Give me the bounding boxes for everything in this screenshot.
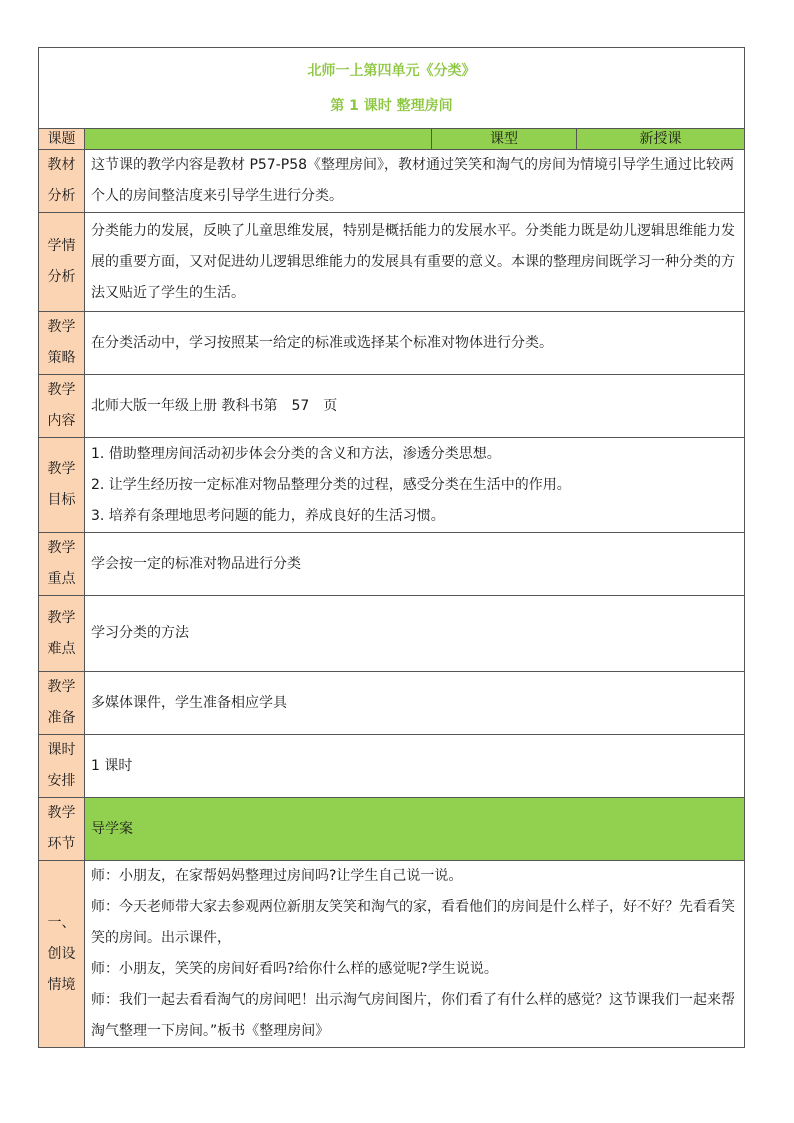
analysis-row [39,150,745,213]
strategy-row [39,312,745,375]
schedule-text: 1 课时 [85,735,745,798]
intro-text [85,861,745,1048]
title-row [39,48,745,129]
strategy-label: 教学 策略 [39,312,85,375]
stage-row [39,798,745,861]
title-cell [39,48,745,129]
intro-row [39,861,745,1048]
schedule-label: 课时 安排 [39,735,85,798]
goal-item: 1. 借助整理房间活动初步体会分类的含义和方法，渗透分类思想。 [91,445,501,462]
lesson-title: 第 1 课时 整理房间 [330,98,453,114]
lesson-plan-table [38,47,745,1048]
dialogue-paragraph: 师：今天老师带大家去参观两位新朋友笑笑和淘气的家，看看他们的房间是什么样子，好不好？先看看笑笑的房间。出示课件， [91,899,735,946]
prep-text: 多媒体课件，学生准备相应学具 [85,672,745,735]
key-row [39,533,745,596]
prep-label: 教学 准备 [39,672,85,735]
strategy-text: 在分类活动中，学习按照某一给定的标准或选择某个标准对物体进行分类。 [85,312,745,375]
stage-label: 教学 环节 [39,798,85,861]
topic-label: 课题 [39,129,85,150]
goals-list [85,438,745,533]
intro-label: 一、 创设 情境 [39,861,85,1048]
type-value: 新授课 [577,129,745,150]
schedule-row [39,735,745,798]
dialogue-paragraph: 师：我们一起去看看淘气的房间吧！出示淘气房间图片，你们看了有什么样的感觉？这节课我们一起来帮淘气整理一下房间。”板书《整理房间》 [91,992,735,1039]
difficult-text: 学习分类的方法 [85,596,745,672]
dialogue-paragraph: 师：小朋友，在家帮妈妈整理过房间吗?让学生自己说一说。 [91,868,463,884]
goals-label: 教学 目标 [39,438,85,533]
difficult-row [39,596,745,672]
goal-item: 2. 让学生经历按一定标准对物品整理分类的过程，感受分类在生活中的作用。 [91,476,571,493]
content-row [39,375,745,438]
goals-row [39,438,745,533]
type-label: 课型 [432,129,577,150]
content-label: 教学 内容 [39,375,85,438]
key-text: 学会按一定的标准对物品进行分类 [85,533,745,596]
content-text: 北师大版一年级上册 教科书第 57 页 [85,375,745,438]
analysis-text: 这节课的教学内容是教材 P57-P58《整理房间》，教材通过笑笑和淘气的房间为情境引导学生通过比较两个人的房间整洁度来引导学生进行分类。 [85,150,745,213]
unit-title: 北师一上第四单元《分类》 [307,63,476,79]
goal-item: 3. 培养有条理地思考问题的能力，养成良好的生活习惯。 [91,507,445,524]
prep-row [39,672,745,735]
learner-row [39,213,745,312]
key-label: 教学 重点 [39,533,85,596]
learner-text: 分类能力的发展，反映了儿童思维发展，特别是概括能力的发展水平。分类能力既是幼儿逻辑思维能力发展的重要方面，又对促进幼儿逻辑思维能力的发展具有重要的意义。本课的整理房间既学习一种分类的方法又贴近了学生的生活。 [85,213,745,312]
dialogue-paragraph: 师：小朋友，笑笑的房间好看吗?给你什么样的感觉呢?学生说说。 [91,961,498,977]
learner-label: 学情 分析 [39,213,85,312]
difficult-label: 教学 难点 [39,596,85,672]
topic-value [85,129,432,150]
stage-text: 导学案 [85,798,745,861]
topic-row [39,129,745,150]
analysis-label: 教材 分析 [39,150,85,213]
